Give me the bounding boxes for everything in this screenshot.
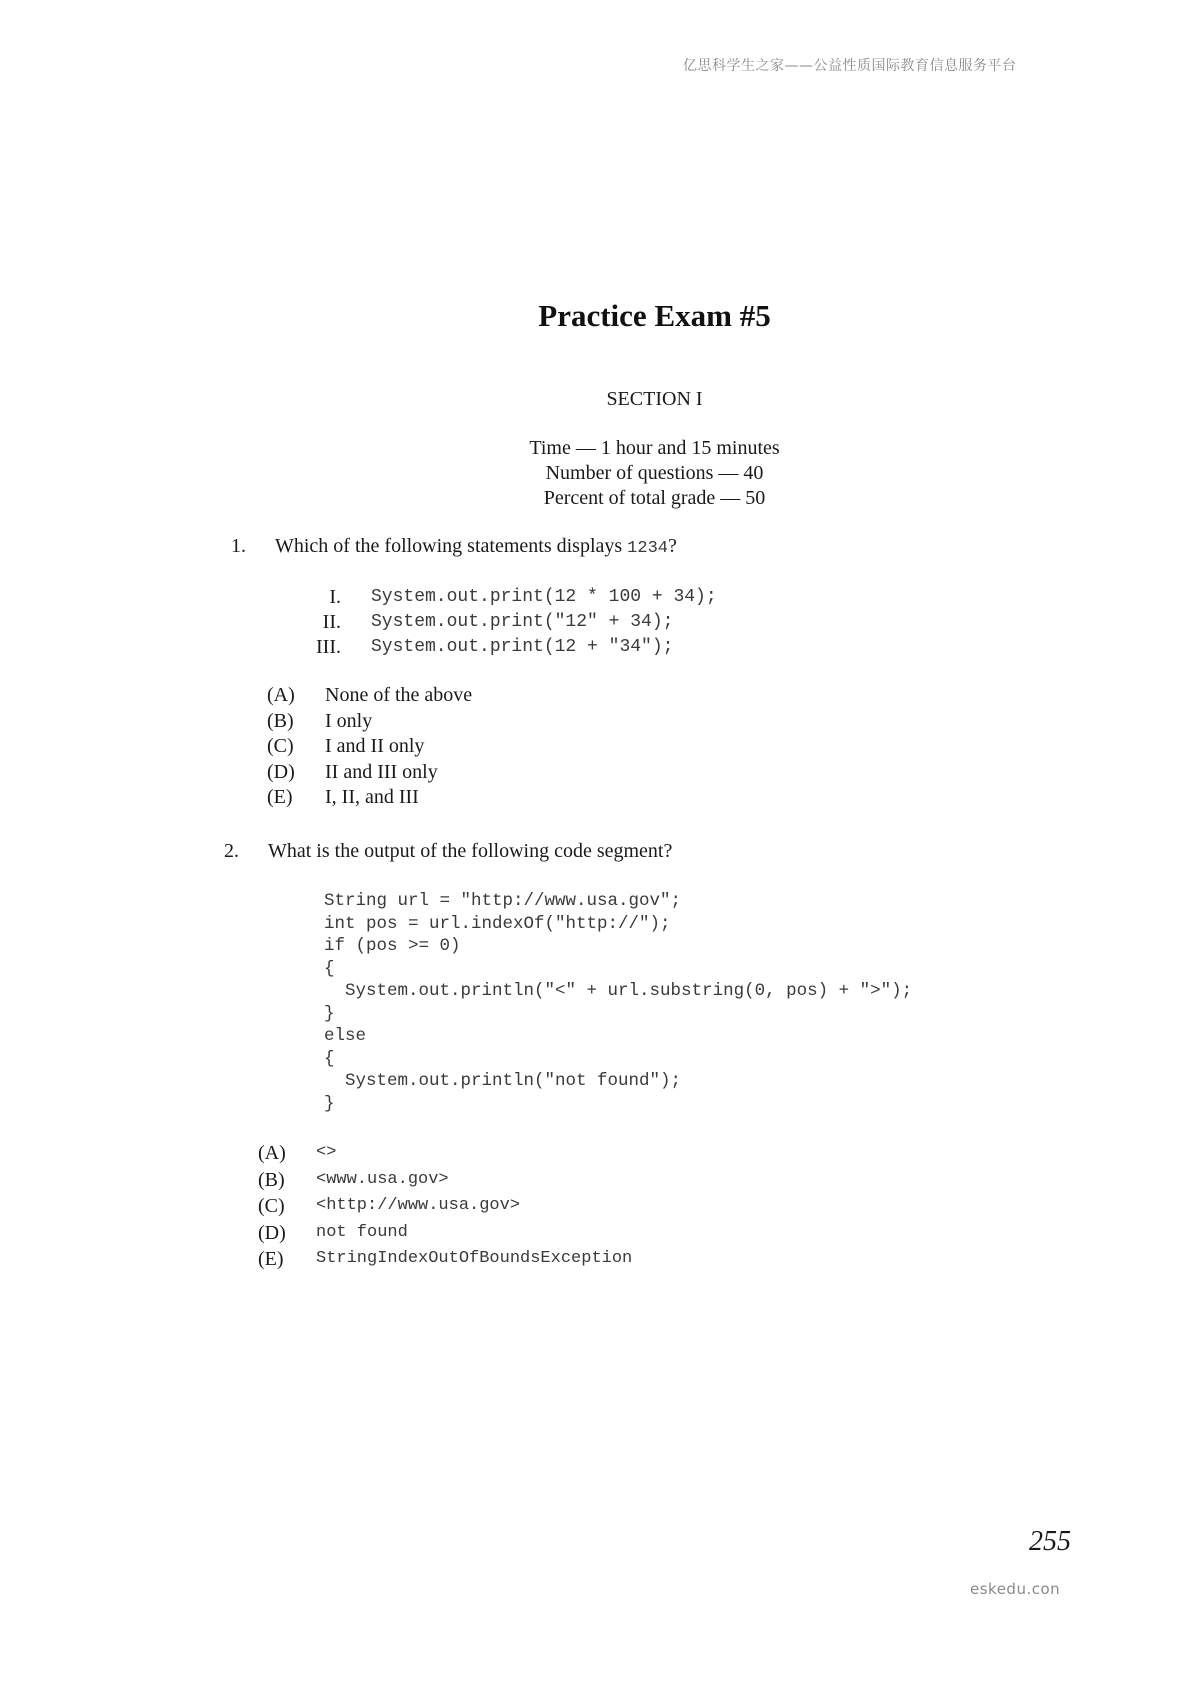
choice-letter: (B) [258,1168,285,1191]
exam-time: Time — 1 hour and 15 minutes [529,437,780,459]
code-segment: String url = "http://www.usa.gov"; int pos = url.indexOf("http://"); if (pos >= 0) { System.out.println("<" + url.substring(0, pos) + ">"); } else { System.out.println("not found"); } [324,891,913,1114]
question-number: 1. [231,535,246,557]
choice-letter: (D) [267,760,295,783]
choice-letter: (A) [267,684,295,706]
page-number: 255 [1029,1526,1071,1557]
header-watermark: 亿思科学生之家——公益性质国际教育信息服务平台 [683,58,1017,74]
choice-text: I and II only [325,735,425,757]
choice-text: <> [316,1143,337,1162]
statement-code: System.out.print(12 * 100 + 34); [371,587,717,607]
choice-text: <www.usa.gov> [316,1169,449,1189]
choice-text: None of the above [325,684,473,706]
exam-info [0,436,1191,511]
statement-number: II. [322,611,341,633]
choice-letter: (A) [258,1142,286,1164]
statement [316,635,717,660]
statement-number: I. [329,586,341,608]
choice-text: I only [325,709,373,732]
choice-letter: (D) [258,1221,286,1244]
choice-letter: (E) [258,1248,284,1270]
statement-number: III. [316,636,341,658]
page-title: Practice Exam #5 [538,298,771,333]
choice-text: StringIndexOutOfBoundsException [316,1249,633,1268]
question-text: Which of the following statements displays 1234? [275,535,677,558]
footer-watermark: eskedu.con [970,1580,1061,1598]
question-text: What is the output of the following code segment? [268,840,673,862]
choice-letter: (E) [267,786,293,808]
section-heading: SECTION I [606,388,703,410]
statement-list [316,585,717,660]
choice-text: <http://www.usa.gov> [316,1196,521,1215]
choice-letter: (B) [267,709,294,732]
choice-text: I, II, and III [325,786,419,808]
choice-letter: (C) [258,1195,285,1217]
choice-text: II and III only [325,760,438,783]
statement [322,610,717,635]
statement-code: System.out.print(12 + "34"); [371,637,674,657]
exam-percent: Percent of total grade — 50 [543,487,766,509]
choice-text: not found [316,1222,408,1242]
exam-question-count: Number of questions — 40 [545,462,764,484]
statement-code: System.out.print("12" + 34); [371,612,674,632]
question-2 [224,840,1144,1290]
question-1 [231,535,1131,825]
question-number: 2. [224,840,239,862]
choice-letter: (C) [267,735,294,757]
statement [329,585,717,610]
